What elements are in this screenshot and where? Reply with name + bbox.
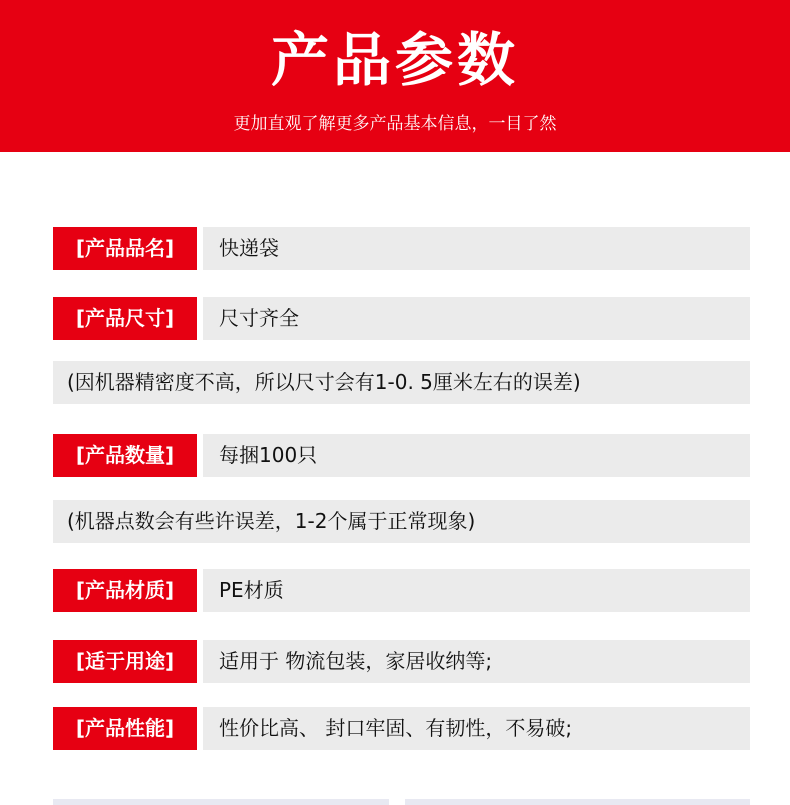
header-banner <box>0 0 790 152</box>
spec-label: [产品性能] <box>53 707 197 750</box>
page-subtitle: 更加直观了解更多产品基本信息，一目了然 <box>233 114 557 134</box>
spec-value: 适用于 物流包装，家居收纳等; <box>203 640 750 683</box>
spec-label: [产品数量] <box>53 434 197 477</box>
spec-label: [产品材质] <box>53 569 197 612</box>
spec-note-count-tolerance: (机器点数会有些许误差，1-2个属于正常现象) <box>53 500 750 543</box>
bottom-divider-right <box>405 799 750 805</box>
spec-value: 快递袋 <box>203 227 750 270</box>
spec-value: PE材质 <box>203 569 750 612</box>
spec-label: [产品尺寸] <box>53 297 197 340</box>
spec-value: 尺寸齐全 <box>203 297 750 340</box>
page-title: 产品参数 <box>270 26 519 94</box>
spec-value: 性价比高、 封口牢固、有韧性，不易破; <box>203 707 750 750</box>
bottom-divider-left <box>53 799 389 805</box>
spec-value: 每捆100只 <box>203 434 750 477</box>
spec-note-size-tolerance: (因机器精密度不高，所以尺寸会有1-0. 5厘米左右的误差) <box>53 361 750 404</box>
spec-label: [适于用途] <box>53 640 197 683</box>
spec-label: [产品品名] <box>53 227 197 270</box>
